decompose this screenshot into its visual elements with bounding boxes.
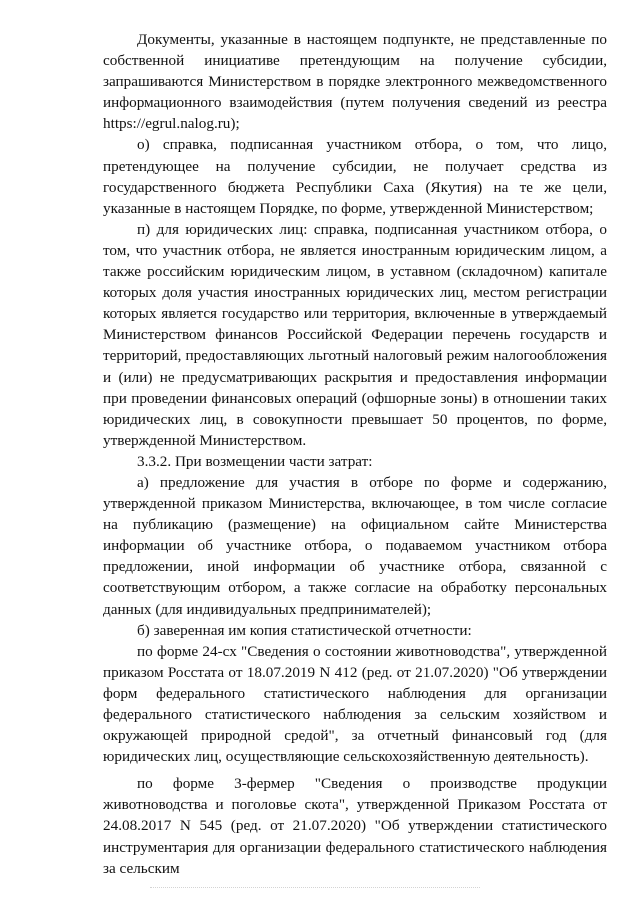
paragraph-item-p: п) для юридических лиц: справка, подписанная участником отбора, о том, что участник отбора, не является иностранным юридическим лицом, а также российским юридическим лицом, в уставном (складочном) капитале которых доля участия иностранных юридических лиц, местом регистрации которых является государство или территория, включенные в утверждаемый Министерством финансов Российской Федерации перечень государств и территорий, предоставляющих льготный налоговый режим налогообложения и (или) не предусматривающих раскрытия и предоставления информации при проведении финансовых операций (офшорные зоны) в отношении таких юридических лиц, в совокупности превышает 50 процентов, по форме, утвержденной Министерством.: [103, 220, 607, 449]
paragraph-item-b: б) заверенная им копия статистической отчетности:: [137, 621, 472, 639]
paragraph-documents-request: Документы, указанные в настоящем подпункте, не представленные по собственной инициативе претендующим на получение субсидии, запрашиваются Министерством в порядке электронного межведомственного информационного взаимодействия (путем получения сведений из реестра https://egrul.nalog.ru);: [103, 31, 607, 133]
paragraph-item-o: о) справка, подписанная участником отбора, о том, что лицо, претендующее на получение субсидии, не получает средства из государственного бюджета Республики Саха (Якутия) на те же цели, указанные в настоящем Порядке, по форме, утвержденной Министерством;: [103, 136, 607, 217]
paragraph-item-a: а) предложение для участия в отборе по форме и содержанию, утвержденной приказом Министерства, включающее, в том числе согласие на публикацию (размещение) на официальном сайте Министерства информации об участнике отбора, о подаваемом участником отбора предложении, иной информации об участнике отбора, связанной с соответствующим отбором, а также согласие на обработку персональных данных (для индивидуальных предпринимателей);: [103, 473, 607, 618]
paragraph-section-3-3-2: 3.3.2. При возмещении части затрат:: [137, 452, 373, 470]
paragraph-form-3-fermer: по форме 3-фермер "Сведения о производстве продукции животноводства и поголовье скота", утвержденной Приказом Росстата от 24.08.2017 N 545 (ред. от 21.07.2020) "Об утверждении статистического инструментария для организации федерального статистического наблюдения за сельским: [103, 775, 607, 877]
scan-artifact-line: [150, 887, 480, 889]
paragraph-form-24sh: по форме 24-сх "Сведения о состоянии животноводства", утвержденной приказом Росстата от 18.07.2019 N 412 (ред. от 21.07.2020) "Об утверждении форм федерального статистического наблюдения для организации федерального статистического наблюдения за сельским хозяйством и окружающей природной средой", за отчетный финансовый год (для юридических лиц, осуществляющие сельскохозяйственную деятельность).: [103, 642, 607, 766]
document-body: [103, 29, 607, 879]
